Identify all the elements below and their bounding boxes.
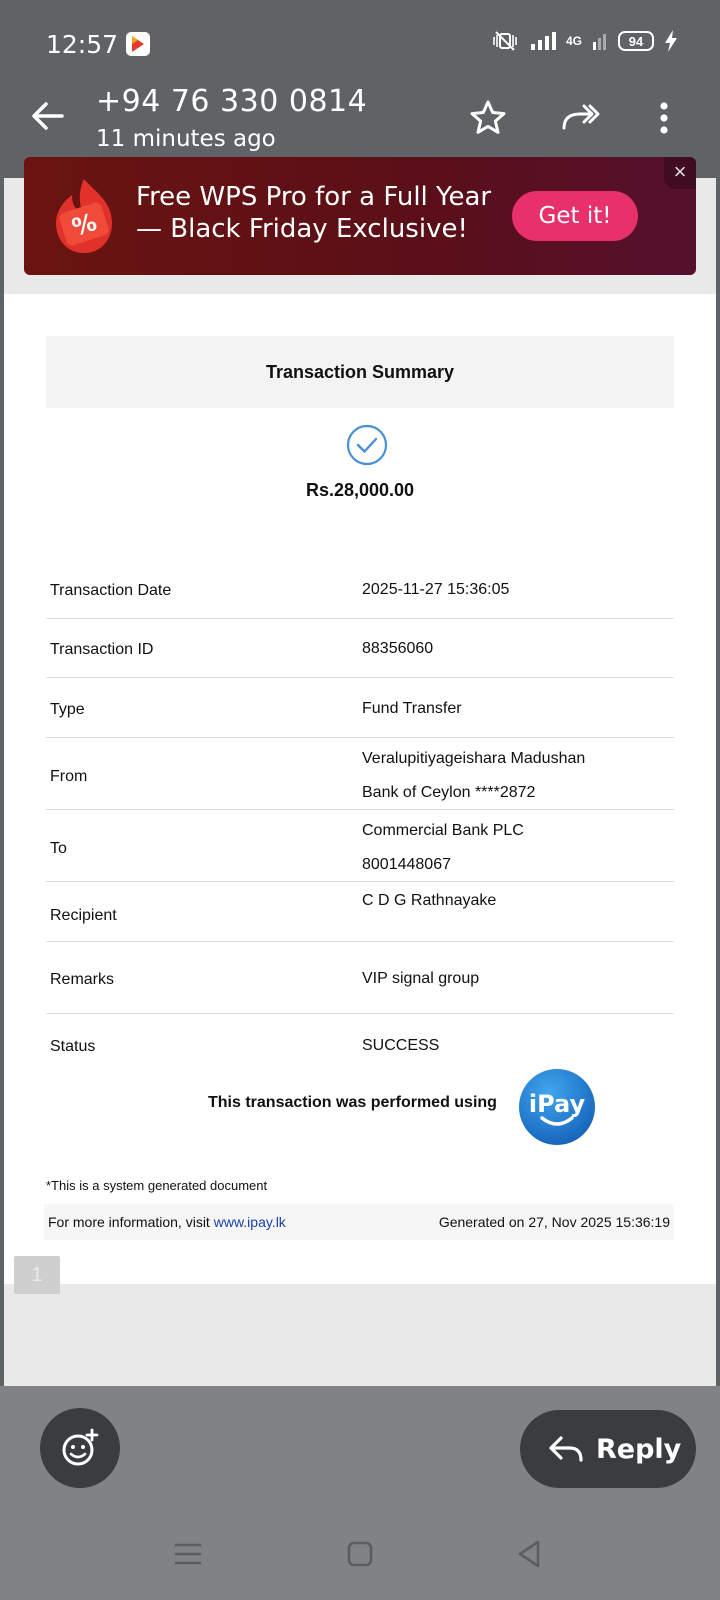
row-label: To bbox=[50, 840, 67, 857]
promo-banner[interactable] bbox=[24, 157, 696, 275]
notification-app-icon bbox=[126, 32, 150, 56]
close-icon[interactable]: × bbox=[664, 157, 696, 189]
get-it-button[interactable]: Get it! bbox=[512, 191, 638, 241]
footer-info bbox=[48, 1214, 286, 1230]
svg-text:iPay: iPay bbox=[528, 1090, 586, 1118]
row-label: Transaction Date bbox=[50, 582, 172, 599]
row-value-line-2: Bank of Ceylon ****2872 bbox=[362, 784, 536, 801]
add-reaction-button[interactable] bbox=[40, 1408, 120, 1488]
row-value: 88356060 bbox=[362, 640, 434, 657]
receipt-footer bbox=[44, 1204, 674, 1240]
row-value: C D G Rathnayake bbox=[362, 892, 497, 909]
page-number-badge: 1 bbox=[14, 1256, 60, 1294]
reply-label: Reply bbox=[596, 1433, 682, 1465]
row-label: Status bbox=[50, 1038, 96, 1055]
row-value: VIP signal group bbox=[362, 970, 480, 987]
signal-2-icon bbox=[592, 30, 608, 52]
row-value-line-1: Veralupitiyageishara Madushan bbox=[362, 750, 586, 767]
generated-timestamp: Generated on 27, Nov 2025 15:36:19 bbox=[438, 1214, 670, 1230]
row-remarks bbox=[46, 942, 674, 1014]
back-nav-icon[interactable] bbox=[512, 1536, 548, 1572]
performed-using-text: This transaction was performed using bbox=[208, 1094, 497, 1111]
emoji-add-icon bbox=[60, 1428, 100, 1468]
row-recipient bbox=[46, 882, 674, 942]
status-bar bbox=[0, 0, 720, 80]
reply-arrow-icon bbox=[548, 1434, 584, 1464]
row-transaction-id bbox=[46, 619, 674, 678]
row-label: From bbox=[50, 768, 88, 785]
star-icon[interactable] bbox=[468, 98, 508, 138]
row-value: 2025-11-27 15:36:05 bbox=[362, 581, 510, 598]
status-time: 12:57 bbox=[46, 30, 119, 59]
signal-icon bbox=[530, 30, 556, 52]
row-value-line-1: Commercial Bank PLC bbox=[362, 822, 524, 839]
row-value-line-2: 8001448067 bbox=[362, 856, 451, 873]
reply-button[interactable] bbox=[520, 1410, 696, 1488]
discount-flame-icon bbox=[50, 177, 118, 255]
promo-line-1: Free WPS Pro for a Full Year bbox=[136, 182, 492, 212]
home-icon[interactable] bbox=[342, 1536, 378, 1572]
row-value: Fund Transfer bbox=[362, 700, 462, 717]
system-nav-bar bbox=[0, 1514, 720, 1600]
charging-bolt-icon bbox=[664, 30, 678, 52]
row-type bbox=[46, 678, 674, 738]
ipay-logo bbox=[518, 1068, 596, 1146]
forward-all-icon[interactable] bbox=[560, 98, 600, 138]
vibrate-mute-icon bbox=[490, 30, 520, 52]
promo-line-2: — Black Friday Exclusive! bbox=[136, 214, 468, 244]
row-transaction-date bbox=[46, 560, 674, 619]
promo-text bbox=[136, 181, 491, 245]
row-label: Type bbox=[50, 701, 85, 718]
receipt-title: Transaction Summary bbox=[46, 336, 674, 408]
status-icons bbox=[490, 30, 678, 52]
row-label: Transaction ID bbox=[50, 641, 154, 658]
row-from bbox=[46, 738, 674, 810]
row-to bbox=[46, 810, 674, 882]
badge-percent: % bbox=[68, 207, 101, 242]
sender-number: +94 76 330 0814 bbox=[96, 84, 368, 119]
row-value: SUCCESS bbox=[362, 1037, 440, 1054]
check-circle-icon bbox=[346, 424, 388, 466]
transaction-amount: Rs.28,000.00 bbox=[305, 480, 415, 500]
recent-apps-icon[interactable] bbox=[170, 1536, 206, 1572]
network-type: 4G bbox=[565, 34, 582, 48]
message-header bbox=[0, 80, 720, 160]
row-status bbox=[46, 1014, 674, 1074]
back-arrow-icon[interactable] bbox=[26, 94, 70, 138]
footer-prefix: For more information, visit bbox=[48, 1214, 214, 1230]
received-time: 11 minutes ago bbox=[96, 126, 276, 152]
row-label: Remarks bbox=[50, 971, 115, 988]
row-label: Recipient bbox=[50, 907, 117, 924]
ipay-website-link[interactable]: www.ipay.lk bbox=[213, 1214, 286, 1230]
more-options-icon[interactable] bbox=[644, 98, 684, 138]
system-generated-note: *This is a system generated document bbox=[46, 1178, 268, 1193]
battery-indicator: 94 bbox=[618, 31, 654, 51]
